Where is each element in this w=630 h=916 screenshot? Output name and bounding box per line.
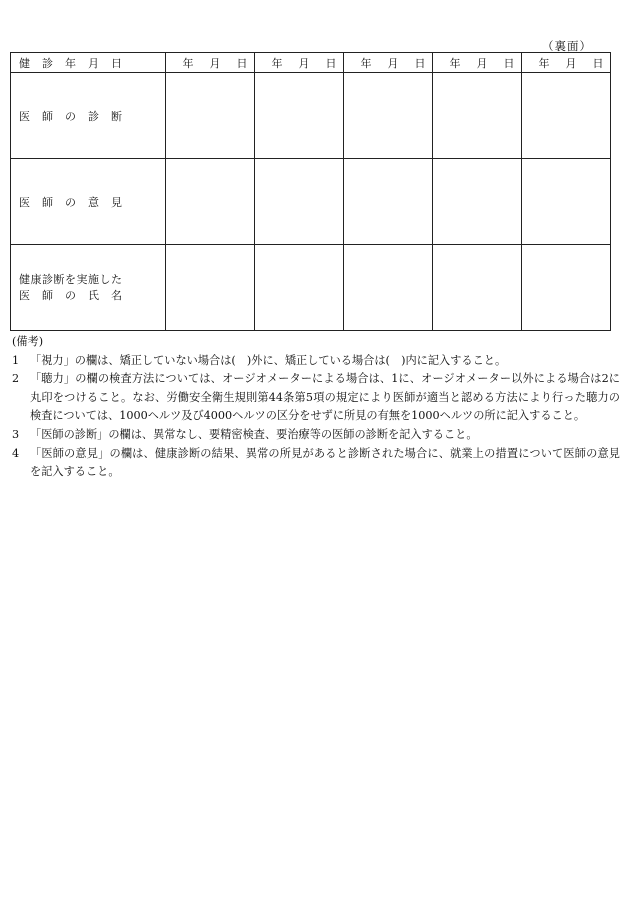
exam-date-row [11,53,611,73]
exam-date-cell-3[interactable]: 年 月 日 [344,53,433,73]
doctor-name-cell-4[interactable] [433,245,522,331]
doctor-diagnosis-cell-3[interactable] [344,73,433,159]
doctor-opinion-text: 医 師 の 意 見 [19,195,123,209]
doctor-opinion-cell-2[interactable] [255,159,344,245]
exam-date-cell-5[interactable]: 年 月 日 [522,53,611,73]
doctor-diagnosis-label [11,73,166,159]
remark-item [12,445,620,482]
doctor-name-text-line1: 健康診断を実施した [19,272,123,286]
doctor-name-cell-1[interactable] [166,245,255,331]
doctor-diagnosis-cell-4[interactable] [433,73,522,159]
exam-date-label: 健 診 年 月 日 [11,53,166,73]
remark-text: 「医師の意見」の欄は、健康診断の結果、異常の所見があると診断された場合に、就業上の措置について医師の意見を記入すること。 [30,446,620,479]
doctor-opinion-label [11,159,166,245]
doctor-diagnosis-cell-5[interactable] [522,73,611,159]
remarks-section [12,333,620,482]
doctor-name-label [11,245,166,331]
health-exam-record-table [10,52,611,331]
page-side-label: （裏面） [542,39,592,53]
doctor-name-cell-5[interactable] [522,245,611,331]
remark-number: 2 [12,372,20,386]
exam-date-cell-1[interactable]: 年 月 日 [166,53,255,73]
doctor-opinion-cell-3[interactable] [344,159,433,245]
doctor-name-row [11,245,611,331]
doctor-opinion-row [11,159,611,245]
remark-item [12,370,620,426]
doctor-diagnosis-row [11,73,611,159]
remark-number: 3 [12,427,20,441]
remark-item [12,426,620,445]
remark-text: 「視力」の欄は、矯正していない場合は( )外に、矯正している場合は( )内に記入すること。 [30,353,507,367]
remark-text: 「聴力」の欄の検査方法については、オージオメーターによる場合は、1に、オージオメーター以外による場合は2に丸印をつけること。なお、労働安全衛生規則第44条第5項の規定により医師が適当と認める方法により行った聴力の検査については、1000ヘルツ及び4000ヘルツの区分をせずに所見の有無を1000ヘルツの所に記入すること。 [30,372,620,423]
remark-text: 「医師の診断」の欄は、異常なし、要精密検査、要治療等の医師の診断を記入すること。 [30,427,478,441]
doctor-name-cell-3[interactable] [344,245,433,331]
remarks-title: (備考) [12,335,44,348]
doctor-diagnosis-text: 医 師 の 診 断 [19,109,123,123]
doctor-opinion-cell-5[interactable] [522,159,611,245]
exam-date-cell-4[interactable]: 年 月 日 [433,53,522,73]
doctor-name-cell-2[interactable] [255,245,344,331]
remark-item [12,352,620,371]
remark-number: 1 [12,353,20,367]
doctor-opinion-cell-4[interactable] [433,159,522,245]
exam-date-cell-2[interactable]: 年 月 日 [255,53,344,73]
doctor-diagnosis-cell-2[interactable] [255,73,344,159]
doctor-name-text-line2: 医 師 の 氏 名 [19,288,123,302]
doctor-opinion-cell-1[interactable] [166,159,255,245]
doctor-diagnosis-cell-1[interactable] [166,73,255,159]
remark-number: 4 [12,446,20,460]
